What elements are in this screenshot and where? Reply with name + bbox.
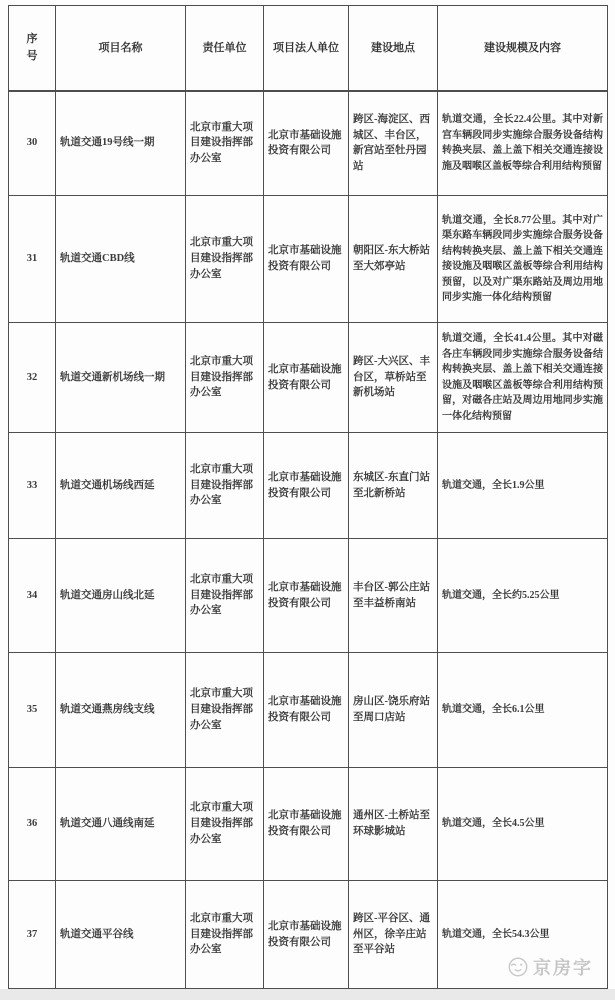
cell-serial: 33 [9,433,56,539]
cell-legal-entity: 北京市基础设施投资有限公司 [264,768,349,881]
cell-responsible-unit: 北京市重大项目建设指挥部办公室 [186,196,264,323]
cell-serial: 34 [9,539,56,653]
page-bottom-edge [0,989,615,1000]
cell-scale-content: 轨道交通，全长54.3公里 [438,881,608,989]
cell-scale-content: 轨道交通，全长22.4公里。其中对新宫车辆段同步实施综合服务设备结构转换夹层、盖上盖下相关交通连接设施及咽喉区盖板等综合利用结构预留 [438,91,608,196]
cell-scale-content: 轨道交通，全长41.4公里。其中对磁各庄车辆段同步实施综合服务设备结构转换夹层、盖上盖下相关交通连接设施及咽喉区盖板等综合利用结构预留，对磁各庄站及周边用地同步实施一体化结构预留 [438,323,608,433]
cell-responsible-unit: 北京市重大项目建设指挥部办公室 [186,539,264,653]
cell-project-name: 轨道交通19号线一期 [56,91,186,196]
cell-scale-content: 轨道交通，全长6.1公里 [438,653,608,768]
cell-scale-content: 轨道交通，全长8.77公里。其中对广渠东路车辆段同步实施综合服务设备结构转换夹层、盖上盖下相关交通连接设施及咽喉区盖板等综合利用结构预留，以及对广渠东路站及周边用地同步实施一体化结构预留 [438,196,608,323]
cell-project-name: 轨道交通CBD线 [56,196,186,323]
cell-project-name: 轨道交通新机场线一期 [56,323,186,433]
cell-serial: 35 [9,653,56,768]
table-row [9,433,608,539]
cell-serial: 36 [9,768,56,881]
cell-responsible-unit: 北京市重大项目建设指挥部办公室 [186,91,264,196]
watermark-text: 京房字 [533,958,593,978]
cell-scale-content: 轨道交通，全长4.5公里 [438,768,608,881]
cell-responsible-unit: 北京市重大项目建设指挥部办公室 [186,323,264,433]
cell-location: 跨区-海淀区、西城区、丰台区，新宫站至牡丹园站 [349,91,438,196]
cell-scale-content: 轨道交通，全长1.9公里 [438,433,608,539]
cell-serial: 30 [9,91,56,196]
cell-responsible-unit: 北京市重大项目建设指挥部办公室 [186,653,264,768]
table-row [9,323,608,433]
table-row [9,539,608,653]
cell-location: 跨区-大兴区、丰台区，草桥站至新机场站 [349,323,438,433]
cell-serial: 32 [9,323,56,433]
col-header-location: 建设地点 [349,6,438,91]
col-header-scale-content: 建设规模及内容 [438,6,608,91]
col-header-legal-entity: 项目法人单位 [264,6,349,91]
col-header-serial: 序号 [9,6,56,91]
cell-location: 通州区-土桥站至环球影城站 [349,768,438,881]
table-row [9,768,608,881]
cell-legal-entity: 北京市基础设施投资有限公司 [264,196,349,323]
cell-legal-entity: 北京市基础设施投资有限公司 [264,653,349,768]
cell-legal-entity: 北京市基础设施投资有限公司 [264,881,349,989]
cell-project-name: 轨道交通平谷线 [56,881,186,989]
cell-project-name: 轨道交通机场线西延 [56,433,186,539]
cell-legal-entity: 北京市基础设施投资有限公司 [264,433,349,539]
table-row [9,91,608,196]
table-header-row [9,6,608,91]
cell-project-name: 轨道交通八通线南延 [56,768,186,881]
projects-table [8,5,608,989]
cell-location: 跨区-平谷区、通州区，徐辛庄站至平谷站 [349,881,438,989]
cell-project-name: 轨道交通房山线北延 [56,539,186,653]
cell-legal-entity: 北京市基础设施投资有限公司 [264,91,349,196]
col-header-project-name: 项目名称 [56,6,186,91]
cell-responsible-unit: 北京市重大项目建设指挥部办公室 [186,768,264,881]
cell-project-name: 轨道交通燕房线支线 [56,653,186,768]
cell-scale-content: 轨道交通，全长约5.25公里 [438,539,608,653]
col-header-responsible-unit: 责任单位 [186,6,264,91]
cell-location: 房山区-饶乐府站至周口店站 [349,653,438,768]
cell-serial: 31 [9,196,56,323]
jingfangzi-logo-icon [507,956,529,978]
table-row [9,653,608,768]
cell-location: 朝阳区-东大桥站至大郊亭站 [349,196,438,323]
cell-responsible-unit: 北京市重大项目建设指挥部办公室 [186,881,264,989]
cell-serial: 37 [9,881,56,989]
cell-responsible-unit: 北京市重大项目建设指挥部办公室 [186,433,264,539]
cell-legal-entity: 北京市基础设施投资有限公司 [264,539,349,653]
cell-location: 东城区-东直门站至北新桥站 [349,433,438,539]
table-row [9,196,608,323]
cell-legal-entity: 北京市基础设施投资有限公司 [264,323,349,433]
cell-location: 丰台区-郭公庄站至丰益桥南站 [349,539,438,653]
watermark [507,954,593,980]
